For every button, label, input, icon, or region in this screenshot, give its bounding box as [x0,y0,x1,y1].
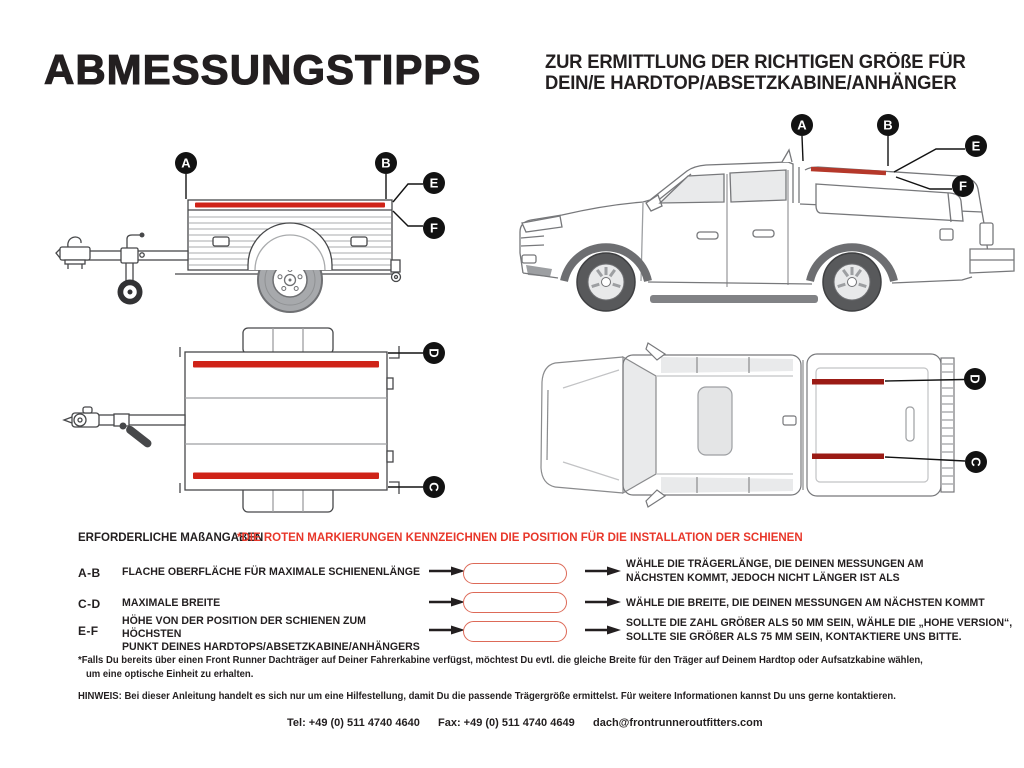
page-subtitle [545,52,966,94]
contact-tel: Tel: +49 (0) 511 4740 4640 [287,717,420,729]
subtitle-line1: ZUR ERMITTLUNG DER RICHTIGEN GRÖßE FÜR [545,52,966,73]
truck-side-view-illustration [500,105,1020,320]
rail-position-stripe [812,379,884,385]
marker-e [965,135,987,157]
svg-text:C: C [968,457,984,467]
marker-f [423,217,445,239]
measure-description: HÖHE VON DER POSITION DER SCHIENEN ZUM HÖCHSTEN PUNKT DEINES HARDTOPS/ABSETZKABINE/ANHÄNGERS [122,615,420,653]
footnote-star-line2: um eine optische Einheit zu erhalten. [86,669,254,680]
measure-row-e-f [0,612,1024,652]
measurement-input-c-d[interactable] [463,592,567,613]
marker-a [175,152,197,174]
arrow-right-icon [585,625,621,635]
contact-fax: Fax: +49 (0) 511 4740 4649 [438,717,575,729]
rail-position-stripe [811,169,886,173]
marker-f [952,175,974,197]
marker-b [877,114,899,136]
measure-description: MAXIMALE BREITE [122,597,221,609]
marker-e [423,172,445,194]
arrow-right-icon [429,566,465,576]
arrow-right-icon [585,566,621,576]
marker-b [375,152,397,174]
subtitle-line2: DEIN/E HARDTOP/ABSETZKABINE/ANHÄNGER [545,73,957,94]
svg-text:A: A [181,155,191,171]
marker-c [965,451,987,473]
svg-text:D: D [967,374,983,384]
svg-text:F: F [959,178,967,194]
range-label: C-D [78,597,101,611]
contact-email[interactable]: dach@frontrunneroutfitters.com [593,717,763,729]
trailer-top-view-illustration [50,320,470,520]
marker-a [791,114,813,136]
svg-text:F: F [430,220,438,236]
measure-result: WÄHLE DIE TRÄGERLÄNGE, DIE DEINEN MESSUNGEN AM NÄCHSTEN KOMMT, JEDOCH NICHT LÄNGER IST ALS [626,558,924,584]
arrow-right-icon [429,625,465,635]
arrow-right-icon [429,597,465,607]
measure-result: SOLLTE DIE ZAHL GRÖßER ALS 50 MM SEIN, WÄHLE DIE „HOHE VERSION“, SOLLTE SIE GRÖßER ALS 75 MM SEIN, KONTAKTIERE UNS BITTE. [626,617,1013,643]
measurement-input-e-f[interactable] [463,621,567,642]
marker-d [423,342,445,364]
svg-text:C: C [426,482,442,492]
rail-position-stripe [193,473,379,480]
arrow-right-icon [585,597,621,607]
legend-red-note: *DIE ROTEN MARKIERUNGEN KENNZEICHNEN DIE POSITION FÜR DIE INSTALLATION DER SCHIENEN [237,532,803,544]
svg-text:A: A [797,117,807,133]
measurement-input-a-b[interactable] [463,563,567,584]
rail-position-stripe [193,361,379,368]
svg-text:B: B [381,155,391,171]
svg-text:E: E [429,175,439,191]
svg-text:E: E [971,138,981,154]
svg-text:B: B [883,117,893,133]
page-title: ABMESSUNGSTIPPS [44,46,482,93]
svg-text:D: D [426,348,442,358]
measure-description: FLACHE OBERFLÄCHE FÜR MAXIMALE SCHIENENLÄNGE [122,566,421,578]
measure-result: WÄHLE DIE BREITE, DIE DEINEN MESSUNGEN AM NÄCHSTEN KOMMT [626,597,985,609]
legend-heading: ERFORDERLICHE MAßANGABEN [78,532,264,544]
footnote-star-line1: *Falls Du bereits über einen Front Runner Dachträger auf Deiner Fahrerkabine verfügst, möchtest Du evtl. die gleiche Breite für den Träger auf Deinem Hardtop oder Aufsatzkabine wählen, [78,655,923,666]
range-label: E-F [78,624,99,638]
marker-d [964,368,986,390]
rail-position-stripe [195,203,385,208]
range-label: A-B [78,566,101,580]
truck-top-view-illustration [535,330,1015,520]
trailer-side-view-illustration [55,122,475,322]
rail-position-stripe [812,454,884,460]
footnote-hinweis: HINWEIS: Bei dieser Anleitung handelt es sich nur um eine Hilfestellung, damit Du die passende Trägergröße ermittelst. Für weitere Informationen kannst Du uns gerne kontaktieren. [78,691,896,702]
marker-c [423,476,445,498]
